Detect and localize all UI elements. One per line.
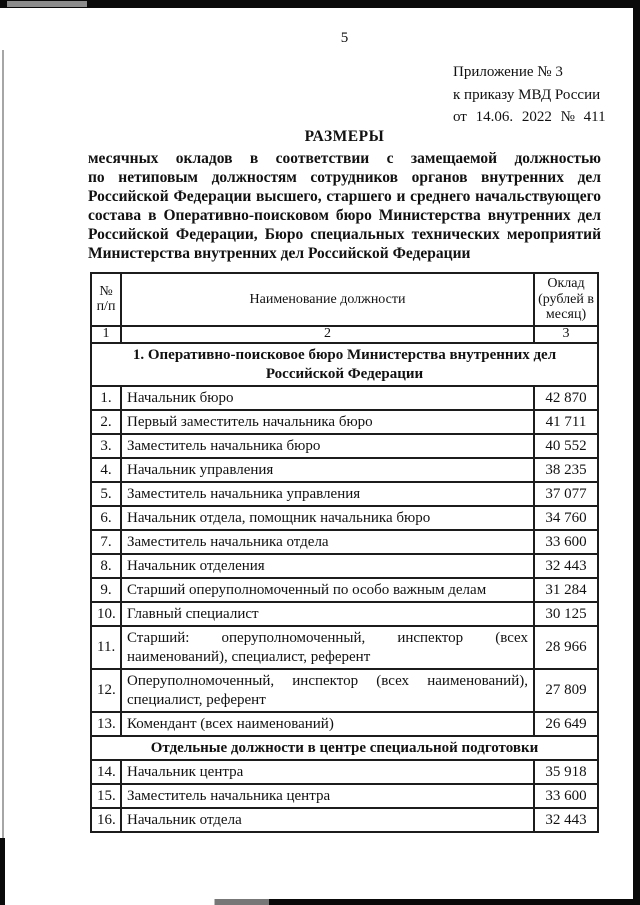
position-name: Комендант (всех наименований) [121, 712, 534, 736]
position-name: Начальник бюро [121, 386, 534, 410]
table-row [91, 808, 598, 832]
salary-table-body [91, 343, 598, 832]
position-name: Старший оперуполномоченный по особо важным делам [121, 578, 534, 602]
position-name: Заместитель начальника центра [121, 784, 534, 808]
subtitle-line: по нетиповым должностям сотрудников органов внутренних дел [88, 169, 601, 186]
salary-value: 34 760 [534, 506, 598, 530]
salary-value: 40 552 [534, 434, 598, 458]
position-name: Заместитель начальника отдела [121, 530, 534, 554]
table-row [91, 669, 598, 712]
position-name: Начальник управления [121, 458, 534, 482]
position-name: Начальник отделения [121, 554, 534, 578]
col-header-position: Наименование должности [121, 273, 534, 326]
scan-artifact-left-line [2, 50, 4, 840]
column-number-1: 1 [91, 326, 121, 343]
row-number: 13. [91, 712, 121, 736]
salary-value: 33 600 [534, 530, 598, 554]
table-row [91, 434, 598, 458]
position-name: Главный специалист [121, 602, 534, 626]
subtitle-line: Российской Федерации, Бюро специальных технических мероприятий [88, 226, 601, 243]
table-row [91, 458, 598, 482]
table-header-row [91, 273, 598, 326]
position-name: Начальник отдела [121, 808, 534, 832]
row-number: 5. [91, 482, 121, 506]
scan-artifact-right-bar [633, 6, 640, 905]
document-subtitle [88, 149, 601, 263]
subtitle-line: Министерства внутренних дел Российской Федерации [88, 245, 471, 262]
appendix-line-1: Приложение № 3 [453, 64, 563, 80]
salary-value: 33 600 [534, 784, 598, 808]
salary-value: 28 966 [534, 626, 598, 669]
row-number: 15. [91, 784, 121, 808]
section-header-row [91, 736, 598, 760]
position-name: Первый заместитель начальника бюро [121, 410, 534, 434]
row-number: 10. [91, 602, 121, 626]
position-name: Начальник центра [121, 760, 534, 784]
appendix-line-date: от 14.06. 2022 № 411 [453, 109, 606, 125]
table-row [91, 554, 598, 578]
table-row [91, 578, 598, 602]
scan-artifact-top-gray [7, 1, 87, 7]
row-number: 7. [91, 530, 121, 554]
subtitle-line: месячных окладов в соответствии с замещаемой должностью [88, 150, 601, 167]
row-number: 8. [91, 554, 121, 578]
col-header-salary: Оклад (рублей в месяц) [534, 273, 598, 326]
position-name: Старший: оперуполномоченный, инспектор (всех наименований), специалист, референт [121, 626, 534, 669]
table-row [91, 410, 598, 434]
row-number: 9. [91, 578, 121, 602]
row-number: 4. [91, 458, 121, 482]
position-name: Оперуполномоченный, инспектор (всех наименований), специалист, референт [121, 669, 534, 712]
row-number: 3. [91, 434, 121, 458]
section-title: 1. Оперативно-поисковое бюро Министерства внутренних дел Российской Федерации [91, 343, 598, 386]
column-number-row [91, 326, 598, 343]
column-number-2: 2 [121, 326, 534, 343]
position-name: Заместитель начальника управления [121, 482, 534, 506]
table-row [91, 386, 598, 410]
table-row [91, 482, 598, 506]
salary-value: 27 809 [534, 669, 598, 712]
scan-artifact-bottom-bar [0, 899, 640, 905]
table-row [91, 530, 598, 554]
row-number: 6. [91, 506, 121, 530]
row-number: 11. [91, 626, 121, 669]
column-number-3: 3 [534, 326, 598, 343]
salary-value: 31 284 [534, 578, 598, 602]
subtitle-line: Российской Федерации высшего, старшего и среднего начальствующего [88, 188, 601, 205]
table-row [91, 784, 598, 808]
salary-value: 32 443 [534, 808, 598, 832]
page-number: 5 [340, 30, 349, 46]
salary-value: 32 443 [534, 554, 598, 578]
section-title: Отдельные должности в центре специальной подготовки [91, 736, 598, 760]
salary-value: 38 235 [534, 458, 598, 482]
position-name: Начальник отдела, помощник начальника бюро [121, 506, 534, 530]
salary-value: 26 649 [534, 712, 598, 736]
row-number: 12. [91, 669, 121, 712]
section-header-row [91, 343, 598, 386]
appendix-line-2: к приказу МВД России [453, 86, 601, 103]
salary-table [90, 272, 599, 833]
scan-artifact-left-bottom-bar [0, 838, 5, 905]
salary-value: 30 125 [534, 602, 598, 626]
salary-value: 42 870 [534, 386, 598, 410]
row-number: 1. [91, 386, 121, 410]
col-header-num: № п/п [91, 273, 121, 326]
row-number: 14. [91, 760, 121, 784]
table-row [91, 712, 598, 736]
row-number: 2. [91, 410, 121, 434]
row-number: 16. [91, 808, 121, 832]
table-row [91, 626, 598, 669]
subtitle-line: состава в Оперативно-поисковом бюро Министерства внутренних дел [88, 207, 601, 224]
salary-value: 35 918 [534, 760, 598, 784]
table-row [91, 760, 598, 784]
salary-value: 37 077 [534, 482, 598, 506]
scan-artifact-top-bar [0, 0, 640, 8]
appendix-block [453, 61, 606, 129]
table-row [91, 602, 598, 626]
table-row [91, 506, 598, 530]
salary-value: 41 711 [534, 410, 598, 434]
position-name: Заместитель начальника бюро [121, 434, 534, 458]
document-title: РАЗМЕРЫ [304, 128, 385, 145]
